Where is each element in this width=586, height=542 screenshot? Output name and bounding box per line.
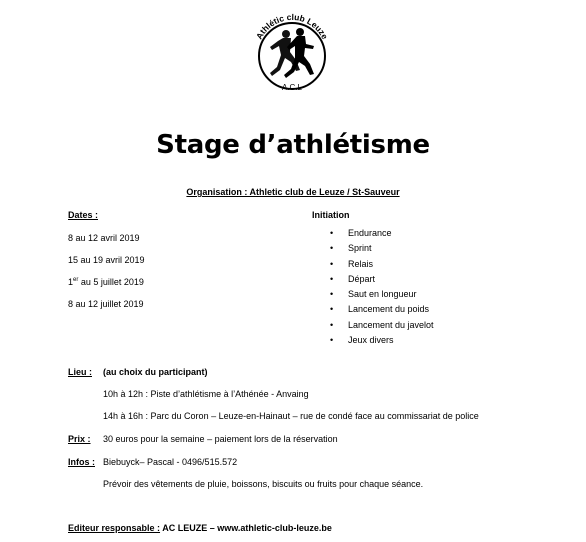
- infos-label: Infos :: [68, 457, 95, 467]
- footer-label: Editeur responsable :: [68, 523, 161, 533]
- organisation-line: Organisation : Athletic club de Leuze / St-Sauveur: [186, 187, 400, 197]
- infos-note: Prévoir des vêtements de pluie, boissons, biscuits ou fruits pour chaque séance.: [103, 479, 424, 489]
- list-item: • Départ: [330, 272, 434, 287]
- list-item: • Saut en longueur: [330, 287, 434, 302]
- date-item: 15 au 19 avril 2019: [68, 255, 145, 265]
- date-item: 1er au 5 juillet 2019: [68, 277, 144, 287]
- prix-label: Prix :: [68, 434, 91, 444]
- date-item: 8 au 12 avril 2019: [68, 233, 140, 243]
- list-item: • Lancement du javelot: [330, 318, 434, 333]
- dates-label: Dates :: [68, 210, 99, 220]
- runners-logo-icon: [250, 0, 334, 106]
- club-logo: [250, 0, 334, 106]
- initiation-list: [330, 226, 434, 348]
- infos-contact: Biebuyck– Pascal - 0496/515.572: [103, 457, 238, 467]
- lieu-label: Lieu :: [68, 367, 92, 377]
- lieu-slot-afternoon: 14h à 16h : Parc du Coron – Leuze-en-Hainaut – rue de condé face au commissariat de police: [103, 411, 479, 421]
- list-item: • Sprint: [330, 241, 434, 256]
- list-item: • Endurance: [330, 226, 434, 241]
- initiation-label: Initiation: [312, 210, 350, 220]
- lieu-choice: (au choix du participant): [103, 367, 208, 377]
- page-title: Stage d’athlétisme: [156, 130, 430, 160]
- list-item: • Relais: [330, 257, 434, 272]
- date-item: 8 au 12 juillet 2019: [68, 299, 144, 309]
- prix-text: 30 euros pour la semaine – paiement lors de la réservation: [103, 434, 338, 444]
- footer-line: [68, 523, 332, 533]
- logo-arc-text: Athlétic club Leuze: [253, 11, 331, 41]
- logo-initials: A.C.L: [281, 83, 303, 92]
- lieu-slot-morning: 10h à 12h : Piste d’athlétisme à l’Athénée - Anvaing: [103, 389, 309, 399]
- footer-text: AC LEUZE – www.athletic-club-leuze.be: [162, 523, 332, 533]
- list-item: • Jeux divers: [330, 333, 434, 348]
- list-item: • Lancement du poids: [330, 302, 434, 317]
